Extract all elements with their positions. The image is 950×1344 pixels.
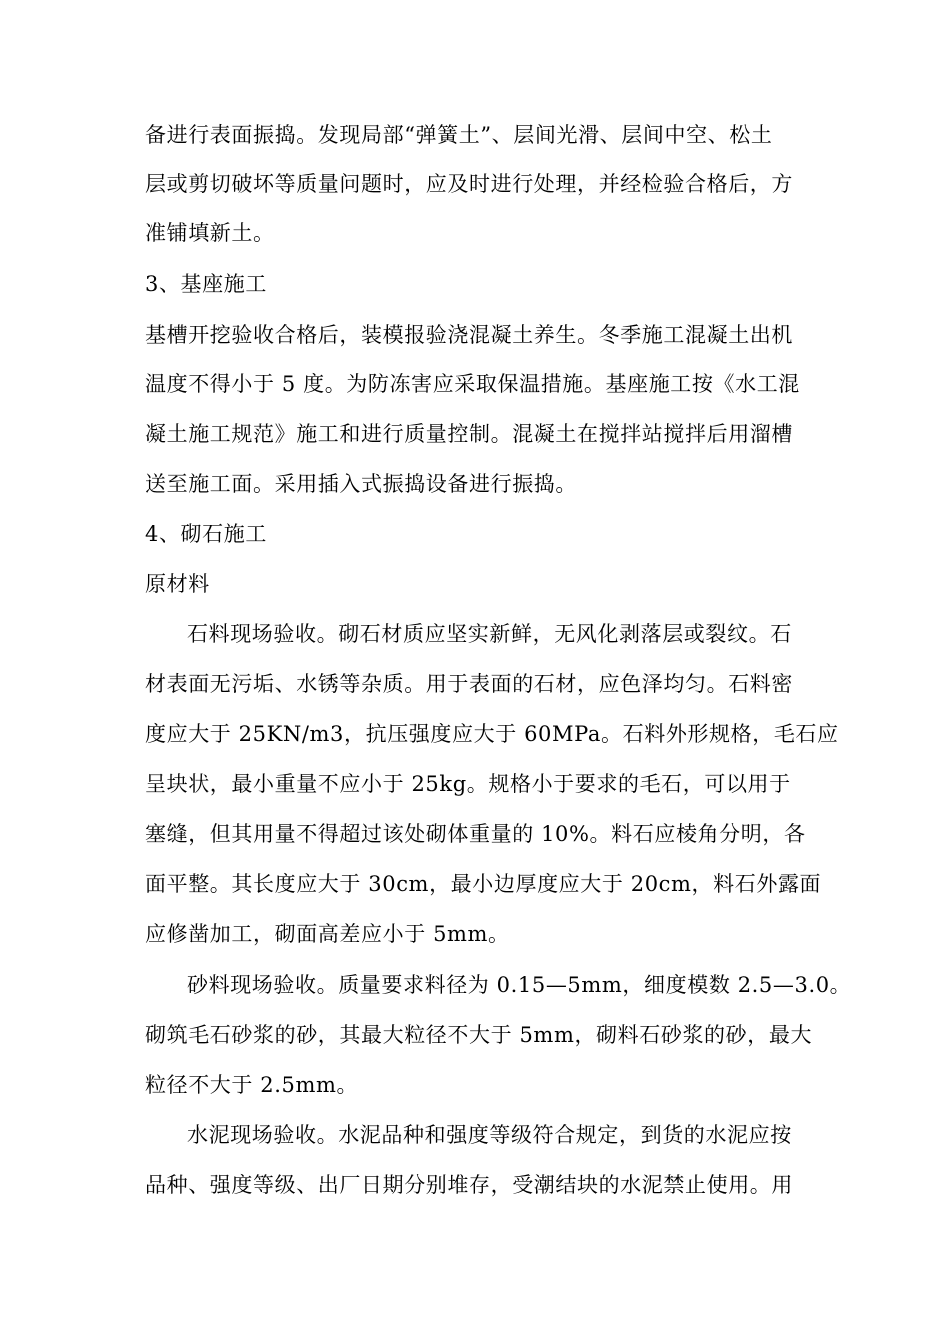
text-line: 送至施工面。采用插入式振捣设备进行振捣。: [145, 472, 577, 496]
text-line: 基槽开挖验收合格后，装模报验浇混凝土养生。冬季施工混凝土出机: [145, 323, 793, 347]
text-line: 砌筑毛石砂浆的砂，其最大粒径不大于 5mm，砌料石砂浆的砂，最大: [145, 1023, 813, 1047]
text-line: 水泥现场验收。水泥品种和强度等级符合规定，到货的水泥应按: [187, 1123, 792, 1147]
text-line: 准铺填新土。: [145, 221, 275, 245]
text-line: 层或剪切破坏等质量问题时，应及时进行处理，并经检验合格后，方: [145, 172, 793, 196]
text-line: 温度不得小于 5 度。为防冻害应采取保温措施。基座施工按《水工混: [145, 372, 800, 396]
text-line: 粒径不大于 2.5mm。: [145, 1073, 359, 1097]
text-line: 面平整。其长度应大于 30cm，最小边厚度应大于 20cm，料石外露面: [145, 872, 822, 896]
text-line: 材表面无污垢、水锈等杂质。用于表面的石材，应色泽均匀。石料密: [145, 672, 793, 696]
text-line: 塞缝，但其用量不得超过该处砌体重量的 10%。料石应棱角分明，各: [145, 822, 806, 846]
section-heading: 3、基座施工: [145, 272, 267, 296]
subsection-heading: 原材料: [145, 572, 210, 596]
text-line: 呈块状，最小重量不应小于 25kg。规格小于要求的毛石，可以用于: [145, 772, 791, 796]
text-line: 砂料现场验收。质量要求料径为 0.15—5mm，细度模数 2.5—3.0。: [187, 973, 852, 997]
text-line: 备进行表面振捣。发现局部“弹簧土”、层间光滑、层间中空、松土: [145, 123, 773, 147]
text-line: 应修凿加工，砌面高差应小于 5mm。: [145, 922, 510, 946]
text-line: 凝土施工规范》施工和进行质量控制。混凝土在搅拌站搅拌后用溜槽: [145, 422, 793, 446]
text-line: 品种、强度等级、出厂日期分别堆存，受潮结块的水泥禁止使用。用: [145, 1173, 793, 1197]
text-line: 度应大于 25KN/m3，抗压强度应大于 60MPa。石料外形规格，毛石应: [145, 722, 839, 746]
section-heading: 4、砌石施工: [145, 522, 267, 546]
text-line: 石料现场验收。砌石材质应坚实新鲜，无风化剥落层或裂纹。石: [187, 622, 792, 646]
